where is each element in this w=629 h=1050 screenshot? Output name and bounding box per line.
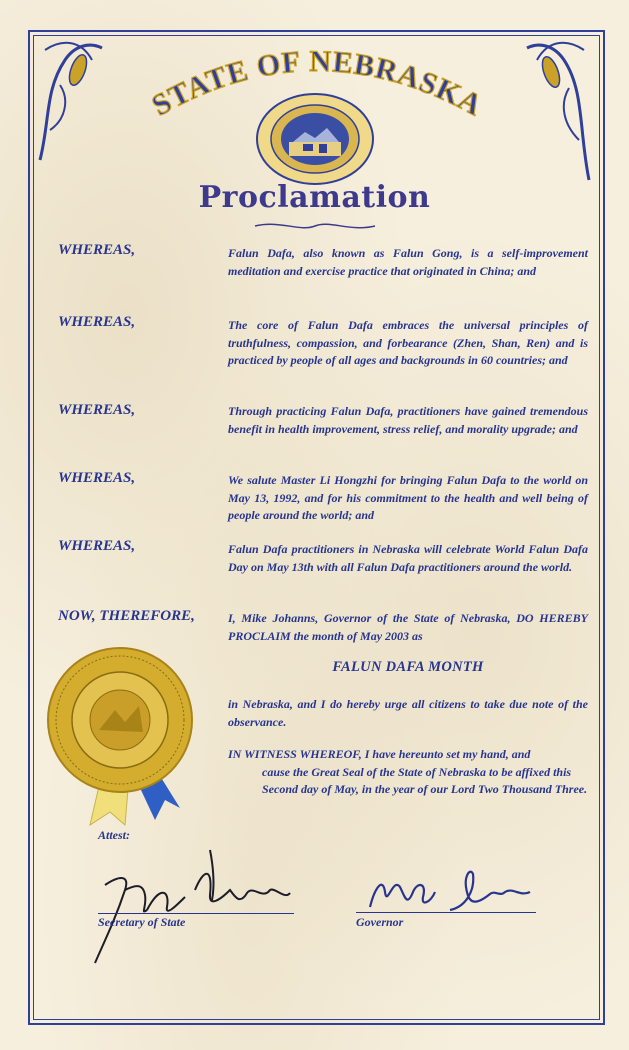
clause-4-label: WHEREAS, [58, 470, 136, 486]
clause-2-text: The core of Falun Dafa embraces the universal principles of truthfulness, compassion, and forbearance (Zhen, Shan, Ren) and is practiced by people of all ages and backgrounds in 60 countries; and [228, 318, 588, 367]
governor-signature [355, 862, 540, 922]
clause-2-label: WHEREAS, [58, 314, 136, 330]
proclaimed-title: FALUN DAFA MONTH [332, 659, 484, 675]
clause-5-text: Falun Dafa practitioners in Nebraska will celebrate World Falun Dafa Day on May 13th with all Falun Dafa practitioners around the world. [228, 542, 588, 574]
clause-1-text: Falun Dafa, also known as Falun Gong, is a self-improvement meditation and exercise practice that originated in China; and [228, 246, 588, 278]
secretary-signature-line [98, 913, 294, 914]
secretary-signature [85, 845, 300, 965]
resolution-label: NOW, THEREFORE, [58, 608, 195, 624]
resolution-closing: in Nebraska, and I do hereby urge all citizens to take due note of the observance. [228, 697, 588, 729]
gold-seal-ribbon [35, 640, 210, 830]
governor-signature-line [356, 912, 536, 913]
secretary-label: Secretary of State [98, 915, 186, 929]
state-title: STATE OF NEBRASKA [146, 44, 489, 123]
clause-4-text: We salute Master Li Hongzhi for bringing Falun Dafa to the world on May 13, 1992, and for his commitment to the health and well being of people around the world; and [228, 473, 588, 522]
clause-1-label: WHEREAS, [58, 242, 136, 258]
witness-rest: cause the Great Seal of the State of Nebraska to be affixed this Second day of May, in the year of our Lord Two Thousand Three. [262, 764, 588, 796]
witness-first-line: IN WITNESS WHEREOF, I have hereunto set my hand, and [228, 747, 531, 761]
clause-3-text: Through practicing Falun Dafa, practitioners have gained tremendous benefit in health improvement, stress relief, and morality upgrade; and [228, 404, 588, 436]
document-title: Proclamation [198, 180, 431, 215]
clause-3-label: WHEREAS, [58, 402, 136, 418]
resolution-text: I, Mike Johanns, Governor of the State of Nebraska, DO HEREBY PROCLAIM the month of May 2003 as [228, 611, 588, 643]
title-flourish [0, 218, 629, 234]
witness-clause [228, 746, 588, 799]
clause-5-label: WHEREAS, [58, 538, 136, 554]
attest-label: Attest: [98, 828, 130, 842]
governor-label: Governor [356, 915, 404, 929]
nebraska-state-seal [255, 92, 375, 187]
